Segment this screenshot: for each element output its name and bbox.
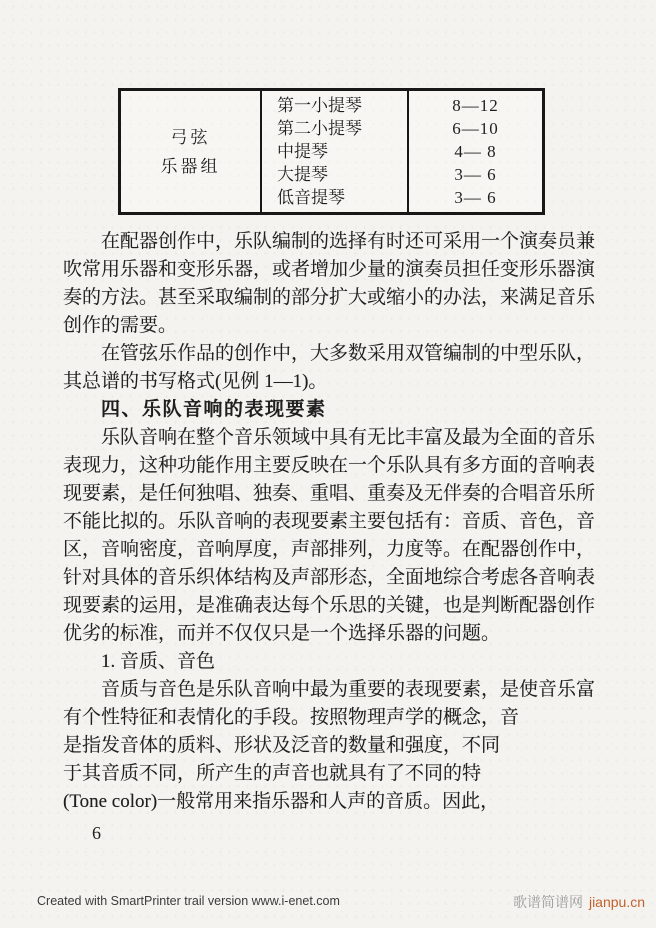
text-line: 有个性特征和表情化的手段。按照物理声学的概念，音 (63, 707, 520, 728)
section-heading (63, 396, 598, 424)
instrument-name: 大提琴 (277, 165, 328, 184)
text-line: 是指发音体的质料、形状及泛音的数量和强度，不同 (63, 735, 501, 756)
players-range: 4— 8 (454, 142, 497, 161)
instrument-name: 第二小提琴 (277, 119, 362, 138)
paragraph (63, 340, 598, 396)
players-range: 3— 6 (454, 188, 497, 207)
text-line: 在管弦乐作品的创作中，大多数采用双管编制的中型乐队， (101, 343, 596, 364)
text-line: 现要素，是任何独唱、独奏、重唱、重奏及无伴奏的合唱音乐所 (63, 483, 596, 504)
text-line: 四、乐队音响的表现要素 (101, 399, 327, 420)
text-line: 吹常用乐器和变形乐器，或者增加少量的演奏员担任变形乐器演 (63, 259, 596, 280)
group-label-line2: 乐器组 (160, 156, 221, 176)
site-name: 歌谱简谱网 (512, 894, 583, 910)
instrument-name: 中提琴 (277, 142, 328, 161)
paragraph (63, 424, 598, 648)
text-line: 乐队音响在整个音乐领域中具有无比丰富及最为全面的音乐 (101, 427, 596, 448)
players-range: 8—12 (452, 96, 499, 115)
text-line: 现要素的运用，是准确表达每个乐思的关键，也是判断配器创作 (63, 595, 596, 616)
text-line: (Tone color)一般常用来指乐器和人声的音质。因此， (63, 791, 500, 812)
table-cell-group (121, 91, 262, 212)
text-line: 区，音响密度，音响厚度，声部排列，力度等。在配器创作中， (63, 539, 596, 560)
paragraph (63, 228, 598, 340)
text-line: 1. 音质、音色 (101, 651, 216, 672)
watermark-site (513, 892, 645, 912)
text-line: 奏的方法。甚至采取编制的部分扩大或缩小的办法，来满足音乐 (63, 287, 596, 308)
text-line: 表现力，这种功能作用主要反映在一个乐队具有多方面的音响表 (63, 455, 596, 476)
instrument-name: 第一小提琴 (277, 96, 362, 115)
paragraph (63, 676, 598, 816)
text-line: 优劣的标准，而并不仅仅只是一个选择乐器的问题。 (63, 623, 501, 644)
body-text (63, 228, 598, 816)
text-line: 针对具体的音乐织体结构及声部形态，全面地综合考虑各音响表 (63, 567, 596, 588)
group-label-line1: 弓弦 (170, 127, 211, 147)
instrumentation-table (118, 88, 545, 215)
players-range: 3— 6 (454, 165, 497, 184)
table-instrument-column (262, 91, 409, 212)
subsection-heading (63, 648, 598, 676)
page-number: 6 (92, 823, 101, 843)
instrument-name: 低音提琴 (277, 188, 345, 207)
text-line: 创作的需要。 (63, 315, 178, 336)
site-domain: jianpu.cn (588, 894, 645, 910)
text-line: 其总谱的书写格式(见例 1—1)。 (63, 371, 328, 392)
text-line: 于其音质不同，所产生的声音也就具有了不同的特 (63, 763, 482, 784)
watermark-printer: Created with SmartPrinter trail version www.i-enet.com (37, 894, 340, 908)
text-line: 在配器创作中，乐队编制的选择有时还可采用一个演奏员兼 (101, 231, 596, 252)
table-range-column (409, 91, 542, 212)
players-range: 6—10 (452, 119, 499, 138)
text-line: 不能比拟的。乐队音响的表现要素主要包括有：音质、音色，音 (63, 511, 596, 532)
text-line: 音质与音色是乐队音响中最为重要的表现要素，是使音乐富 (101, 679, 596, 700)
